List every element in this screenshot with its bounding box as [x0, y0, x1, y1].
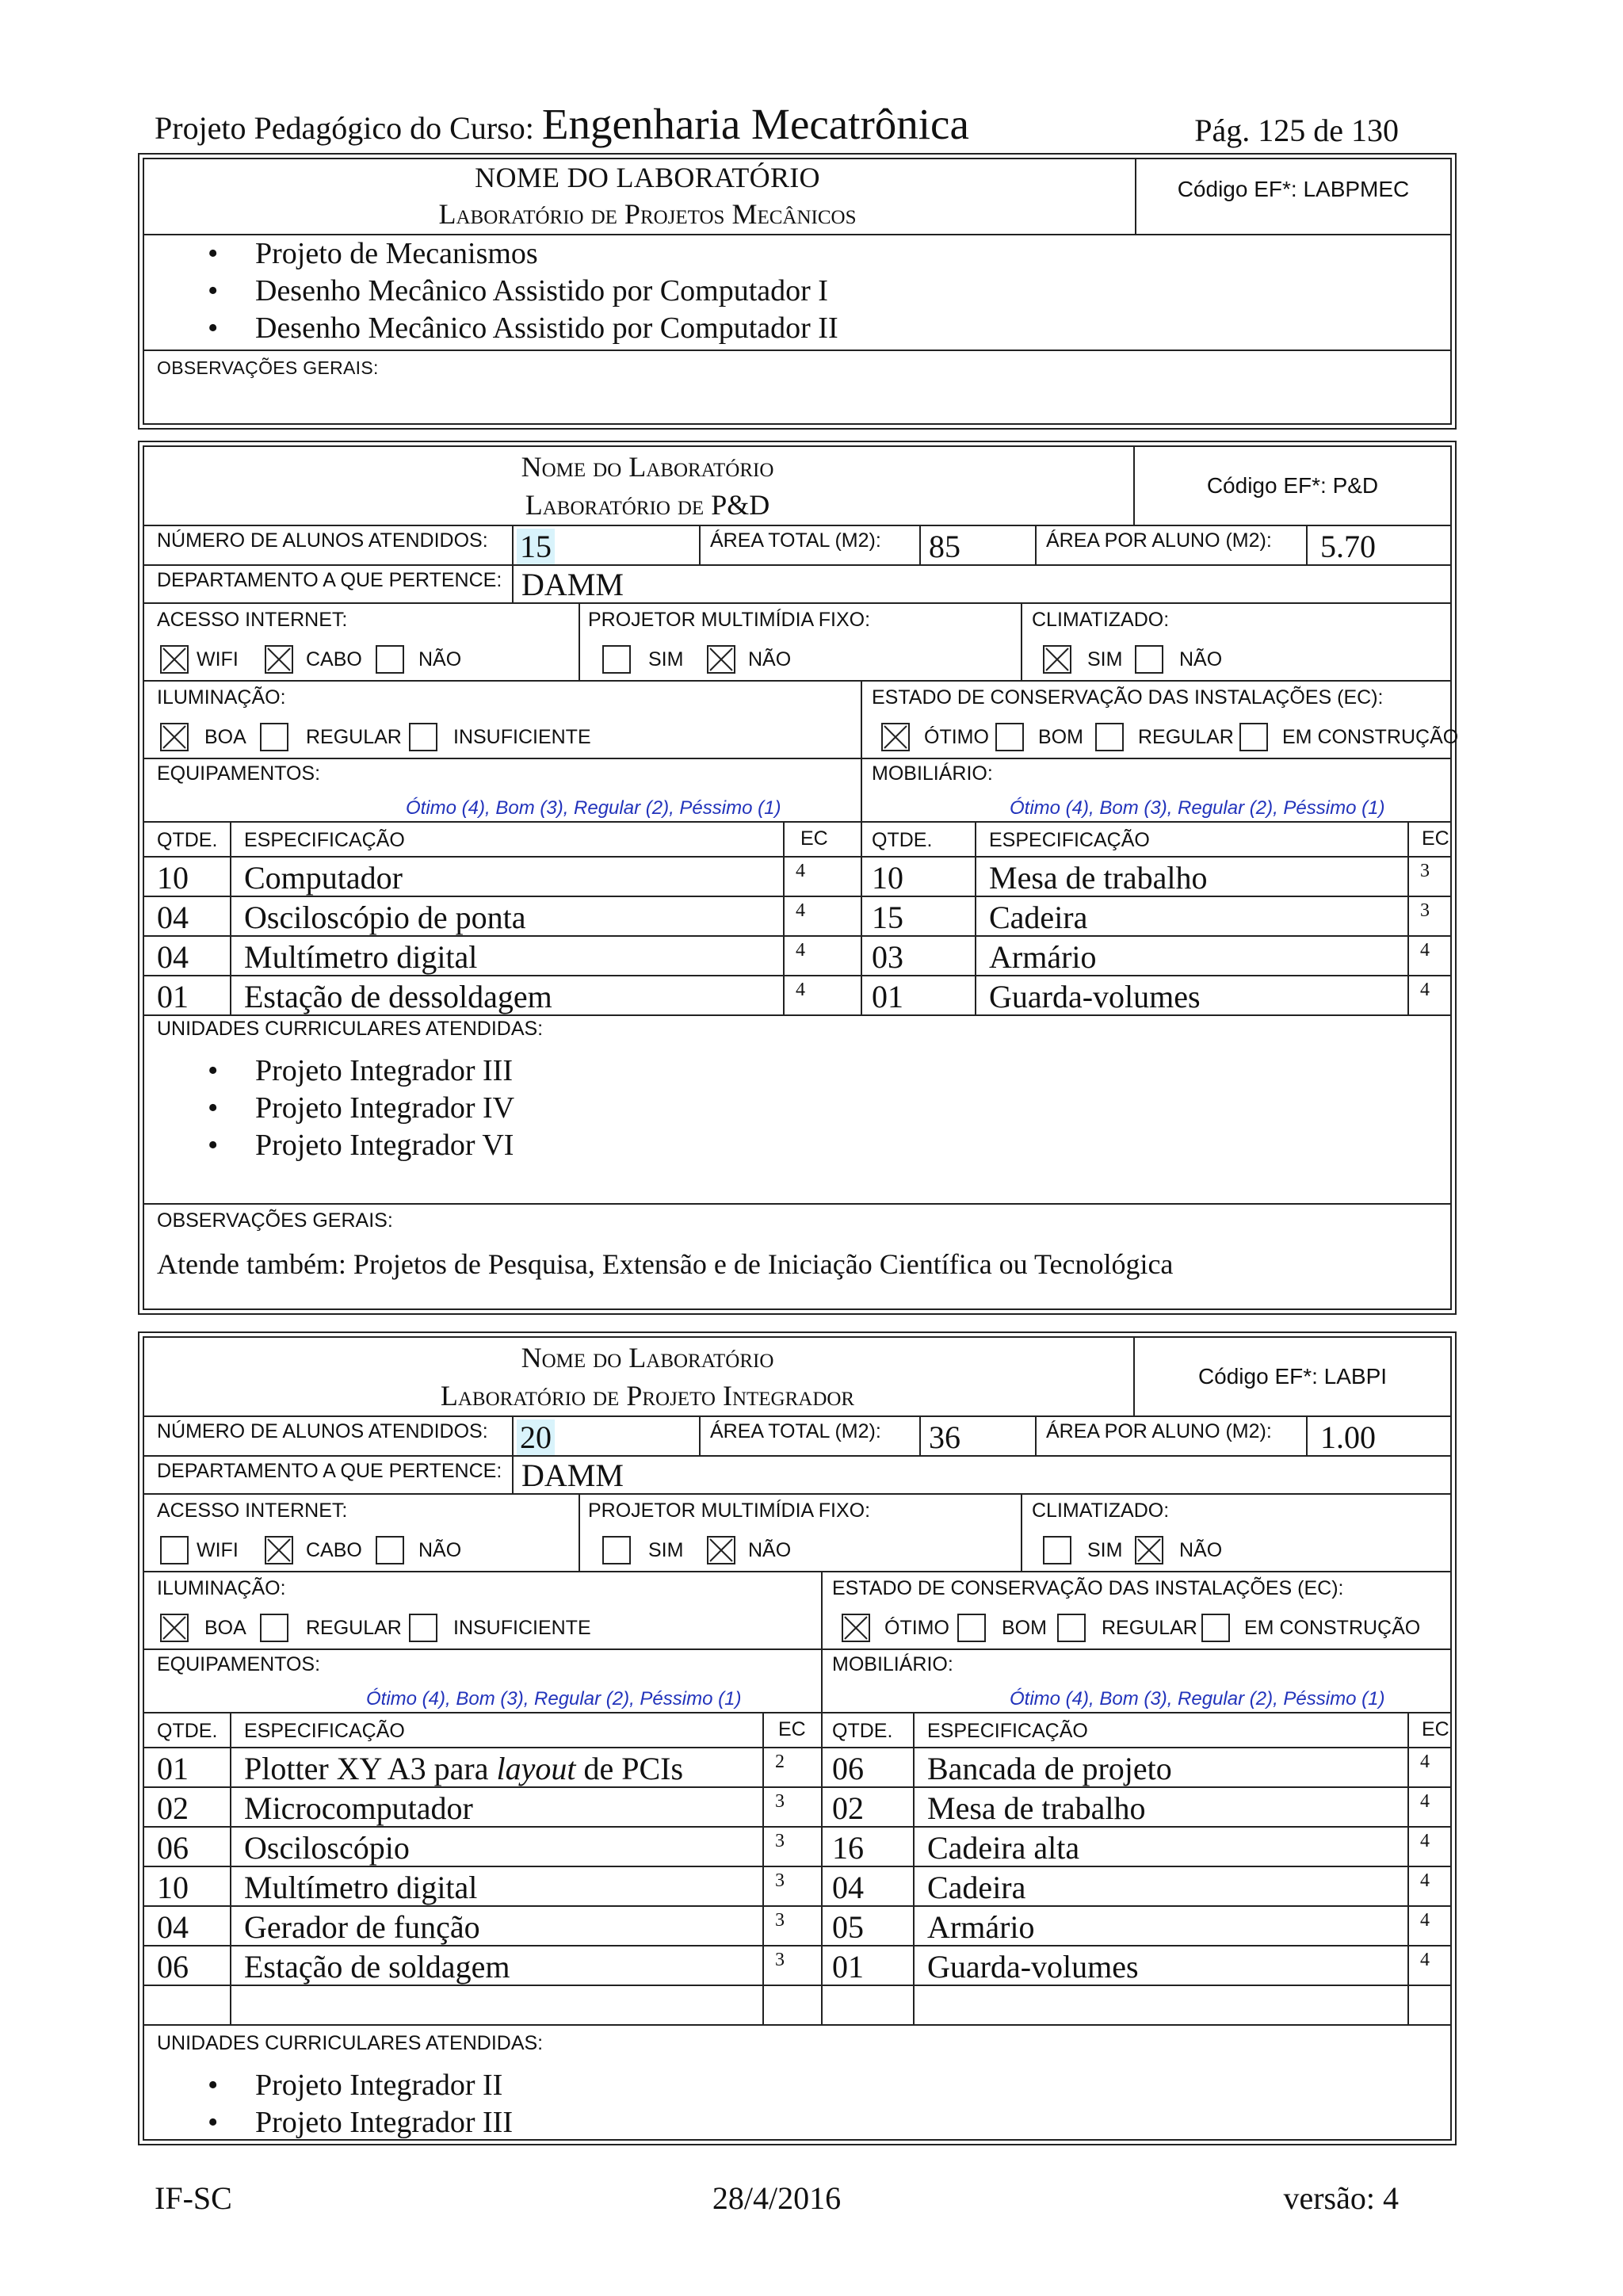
table-row	[144, 1788, 1450, 1828]
climate-sim-checkbox[interactable]	[1043, 645, 1071, 674]
climate-sim-label: SIM	[1087, 648, 1123, 670]
units-row	[144, 1016, 1450, 1205]
furn-spec: Guarda-volumes	[989, 979, 1201, 1014]
climate-nao-label: NÃO	[1179, 1539, 1223, 1561]
equip-ec: 4	[796, 940, 805, 961]
table-row	[144, 976, 1450, 1016]
furn-ec: 4	[1420, 940, 1430, 961]
state-bom-label: BOM	[1038, 726, 1083, 748]
climate-label: CLIMATIZADO:	[1032, 1499, 1170, 1522]
furn-spec: Armário	[927, 1909, 1035, 1945]
lab-pd	[138, 441, 1457, 1315]
equip-spec: Estação de soldagem	[244, 1949, 510, 1985]
climate-nao-checkbox[interactable]	[1135, 1536, 1163, 1564]
col-qty: QTDE.	[157, 829, 218, 851]
equip-spec: Microcomputador	[244, 1790, 473, 1826]
units-row	[144, 235, 1450, 351]
col-ec: EC	[800, 827, 828, 850]
area-per-value: 1.00	[1320, 1419, 1376, 1455]
nao-internet-label: NÃO	[418, 1539, 462, 1561]
lab-title-row	[144, 159, 1450, 235]
furn-qty: 03	[872, 939, 903, 975]
state-construcao-checkbox[interactable]	[1239, 723, 1268, 751]
col-ec-f: EC	[1422, 827, 1449, 850]
equip-spec: Osciloscópio de ponta	[244, 900, 526, 935]
projector-nao-label: NÃO	[748, 648, 792, 670]
equip-qty: 02	[157, 1790, 189, 1826]
furn-ec: 4	[1420, 1831, 1430, 1851]
col-spec: ESPECIFICAÇÃO	[244, 829, 405, 851]
equip-spec: Osciloscópio	[244, 1830, 410, 1866]
dept-label: DEPARTAMENTO A QUE PERTENCE:	[157, 569, 502, 591]
equip-ec: 3	[775, 1950, 785, 1970]
furn-ec: 4	[1420, 1870, 1430, 1891]
furn-ec: 4	[1420, 1910, 1430, 1931]
units-list	[144, 2067, 513, 2141]
equip-qty: 10	[157, 860, 189, 896]
equip-ec: 3	[775, 1870, 785, 1891]
lab-name: Laboratório de Projetos Mecânicos	[438, 198, 857, 230]
area-value: 85	[929, 529, 960, 564]
furn-legend: Ótimo (4), Bom (3), Regular (2), Péssimo (1)	[1010, 797, 1385, 819]
equip-spec: Estação de dessoldagem	[244, 979, 552, 1014]
furn-qty: 02	[832, 1790, 864, 1826]
state-bom-label: BOM	[1002, 1617, 1047, 1639]
nao-internet-checkbox[interactable]	[376, 645, 404, 674]
equip-ec: 4	[796, 980, 805, 1000]
list-item: • Desenho Mecânico Assistido por Computador I	[144, 273, 838, 310]
table-header	[144, 823, 1450, 858]
table-row-empty	[144, 1986, 1450, 2026]
equip-qty: 06	[157, 1949, 189, 1985]
lighting-row	[144, 682, 1459, 759]
internet-label: ACESSO INTERNET:	[157, 1499, 348, 1522]
furn-ec: 4	[1420, 1950, 1430, 1970]
equip-ec: 3	[775, 1791, 785, 1812]
lighting-row	[144, 1572, 1450, 1650]
furn-qty: 04	[832, 1870, 864, 1905]
equip-legend: Ótimo (4), Bom (3), Regular (2), Péssimo (1)	[366, 1688, 742, 1710]
state-regular-checkbox[interactable]	[1095, 723, 1124, 751]
equip-label: EQUIPAMENTOS:	[157, 1653, 321, 1675]
col-qty-f: QTDE.	[832, 1720, 893, 1742]
obs-text: Atende também: Projetos de Pesquisa, Extensão e de Iniciação Científica ou Tecnológica	[157, 1248, 1174, 1280]
table-row	[144, 1867, 1450, 1907]
projector-nao-checkbox[interactable]	[707, 645, 735, 674]
furn-qty: 01	[872, 979, 903, 1014]
equip-label: EQUIPAMENTOS:	[157, 762, 321, 785]
equipment-header	[144, 759, 1450, 823]
list-item: • Projeto Integrador III	[144, 2104, 513, 2141]
furn-ec: 3	[1420, 861, 1430, 881]
light-label: ILUMINAÇÃO:	[157, 686, 286, 709]
equip-spec: Plotter XY A3 para layout de PCIs	[244, 1751, 684, 1786]
state-regular-label: REGULAR	[1138, 726, 1234, 748]
dept-row	[144, 566, 1450, 604]
area-label: ÁREA TOTAL (M2):	[710, 529, 881, 552]
state-regular-checkbox[interactable]	[1057, 1614, 1086, 1642]
wifi-label: WIFI	[197, 1539, 239, 1561]
state-otimo-checkbox[interactable]	[881, 723, 910, 751]
table-row	[144, 858, 1450, 897]
state-label: ESTADO DE CONSERVAÇÃO DAS INSTALAÇÕES (EC):	[872, 686, 1384, 709]
light-boa-checkbox[interactable]	[160, 723, 189, 751]
cabo-checkbox[interactable]	[265, 645, 293, 674]
students-value: 20	[517, 1419, 555, 1455]
lab-code: Código EF*: LABPI	[1197, 1364, 1388, 1389]
projector-sim-label: SIM	[648, 1539, 684, 1561]
state-otimo-label: ÓTIMO	[924, 726, 989, 748]
state-bom-checkbox[interactable]	[995, 723, 1024, 751]
list-item: • Projeto Integrador IV	[144, 1090, 514, 1127]
furn-spec: Cadeira	[989, 900, 1088, 935]
nao-internet-label: NÃO	[418, 648, 462, 670]
lab-name: Laboratório de Projeto Integrador	[440, 1380, 855, 1412]
lab-name: Laboratório de P&D	[525, 489, 770, 521]
light-insuf-label: INSUFICIENTE	[453, 1617, 591, 1639]
area-value: 36	[929, 1419, 960, 1455]
projector-label: PROJETOR MULTIMÍDIA FIXO:	[588, 1499, 871, 1522]
light-label: ILUMINAÇÃO:	[157, 1577, 286, 1599]
students-row	[144, 1417, 1450, 1457]
students-row	[144, 526, 1450, 566]
equip-ec: 2	[775, 1752, 785, 1772]
equip-qty: 04	[157, 1909, 189, 1945]
light-insuf-checkbox[interactable]	[409, 1614, 437, 1642]
list-item: • Desenho Mecânico Assistido por Computador II	[144, 310, 838, 347]
course-name: Engenharia Mecatrônica	[541, 100, 969, 148]
col-spec: ESPECIFICAÇÃO	[244, 1720, 405, 1742]
col-ec: EC	[778, 1718, 806, 1740]
col-spec-f: ESPECIFICAÇÃO	[927, 1720, 1088, 1742]
climate-label: CLIMATIZADO:	[1032, 609, 1170, 631]
projector-label: PROJETOR MULTIMÍDIA FIXO:	[588, 609, 871, 631]
table-header	[144, 1713, 1450, 1748]
equipment-header	[144, 1650, 1450, 1713]
light-regular-checkbox[interactable]	[260, 723, 288, 751]
list-item: • Projeto Integrador III	[144, 1052, 514, 1090]
lab-name-label: NOME DO LABORATÓRIO	[475, 162, 820, 193]
light-boa-checkbox[interactable]	[160, 1614, 189, 1642]
furn-label: MOBILIÁRIO:	[872, 762, 993, 785]
units-list	[144, 1052, 514, 1164]
lab-code: Código EF*: P&D	[1206, 473, 1379, 498]
area-per-label: ÁREA POR ALUNO (M2):	[1046, 529, 1272, 552]
course-prefix: Projeto Pedagógico do Curso:	[155, 110, 542, 146]
facilities-row	[144, 1495, 1450, 1572]
dept-value: DAMM	[521, 567, 624, 602]
lab-projeto-integrador	[138, 1331, 1457, 2145]
climate-nao-label: NÃO	[1179, 648, 1223, 670]
light-regular-checkbox[interactable]	[260, 1614, 288, 1642]
cabo-checkbox[interactable]	[265, 1536, 293, 1564]
state-otimo-label: ÓTIMO	[884, 1617, 949, 1639]
equip-spec: Computador	[244, 860, 403, 896]
projector-nao-checkbox[interactable]	[707, 1536, 735, 1564]
furn-spec: Guarda-volumes	[927, 1949, 1139, 1985]
area-per-value: 5.70	[1320, 529, 1376, 564]
table-row	[144, 937, 1450, 976]
furn-ec: 3	[1420, 900, 1430, 921]
furn-ec: 4	[1420, 980, 1430, 1000]
lab-code: Código EF*: LABPMEC	[1177, 177, 1410, 201]
state-bom-checkbox[interactable]	[957, 1614, 986, 1642]
page-header	[155, 101, 1399, 149]
state-construcao-checkbox[interactable]	[1201, 1614, 1230, 1642]
equip-spec: Multímetro digital	[244, 939, 478, 975]
col-ec-f: EC	[1422, 1718, 1449, 1740]
footer-date: 28/4/2016	[712, 2180, 842, 2216]
col-spec-f: ESPECIFICAÇÃO	[989, 829, 1150, 851]
table-row	[144, 1748, 1450, 1788]
furn-qty: 16	[832, 1830, 864, 1866]
equip-spec: Gerador de função	[244, 1909, 480, 1945]
lab-projetos-mecanicos	[138, 153, 1457, 430]
footer-version: versão: 4	[1283, 2180, 1399, 2216]
furn-label: MOBILIÁRIO:	[832, 1653, 953, 1675]
wifi-checkbox[interactable]	[160, 645, 189, 674]
units-label: UNIDADES CURRICULARES ATENDIDAS:	[157, 2032, 544, 2054]
furn-ec: 4	[1420, 1752, 1430, 1772]
state-construcao-label: EM CONSTRUÇÃO	[1244, 1617, 1421, 1639]
state-label: ESTADO DE CONSERVAÇÃO DAS INSTALAÇÕES (EC):	[832, 1577, 1344, 1599]
furn-qty: 06	[832, 1751, 864, 1786]
light-regular-label: REGULAR	[306, 726, 402, 748]
page-number: Pág. 125 de 130	[1194, 113, 1399, 148]
equip-ec: 3	[775, 1831, 785, 1851]
state-otimo-checkbox[interactable]	[842, 1614, 870, 1642]
equip-legend: Ótimo (4), Bom (3), Regular (2), Péssimo (1)	[406, 797, 781, 819]
dept-row	[144, 1457, 1450, 1495]
equip-ec: 4	[796, 861, 805, 881]
furn-qty: 05	[832, 1909, 864, 1945]
light-regular-label: REGULAR	[306, 1617, 402, 1639]
equip-qty: 01	[157, 979, 189, 1014]
table-row	[144, 1946, 1450, 1986]
course-line	[155, 99, 969, 149]
projector-sim-label: SIM	[648, 648, 684, 670]
area-per-label: ÁREA POR ALUNO (M2):	[1046, 1420, 1272, 1442]
light-boa-label: BOA	[204, 1617, 246, 1639]
col-qty: QTDE.	[157, 1720, 218, 1742]
page-footer	[155, 2179, 1399, 2219]
equip-qty: 06	[157, 1830, 189, 1866]
list-item: • Projeto Integrador VI	[144, 1127, 514, 1164]
equip-ec: 4	[796, 900, 805, 921]
equip-ec: 3	[775, 1910, 785, 1931]
wifi-label: WIFI	[197, 648, 239, 670]
projector-nao-label: NÃO	[748, 1539, 792, 1561]
list-item: • Projeto Integrador II	[144, 2067, 513, 2104]
table-row	[144, 1828, 1450, 1867]
students-value: 15	[517, 529, 555, 564]
furn-spec: Cadeira alta	[927, 1830, 1080, 1866]
projector-sim-checkbox[interactable]	[602, 645, 631, 674]
light-insuf-checkbox[interactable]	[409, 723, 437, 751]
obs-label: OBSERVAÇÕES GERAIS:	[157, 1209, 393, 1232]
obs-label: OBSERVAÇÕES GERAIS:	[157, 357, 379, 378]
footer-institution: IF-SC	[155, 2180, 232, 2216]
state-construcao-label: EM CONSTRUÇÃO	[1282, 726, 1459, 748]
nao-internet-checkbox[interactable]	[376, 1536, 404, 1564]
furn-legend: Ótimo (4), Bom (3), Regular (2), Péssimo (1)	[1010, 1688, 1385, 1710]
furn-ec: 4	[1420, 1791, 1430, 1812]
list-item: • Projeto de Mecanismos	[144, 235, 838, 273]
internet-label: ACESSO INTERNET:	[157, 609, 348, 631]
equip-spec: Multímetro digital	[244, 1870, 478, 1905]
cabo-label: CABO	[306, 1539, 362, 1561]
equip-qty: 10	[157, 1870, 189, 1905]
students-label: NÚMERO DE ALUNOS ATENDIDOS:	[157, 1420, 488, 1442]
furn-qty: 01	[832, 1949, 864, 1985]
units-label: UNIDADES CURRICULARES ATENDIDAS:	[157, 1018, 544, 1040]
col-qty-f: QTDE.	[872, 829, 933, 851]
projector-sim-checkbox[interactable]	[602, 1536, 631, 1564]
furn-spec: Mesa de trabalho	[927, 1790, 1146, 1826]
furn-spec: Bancada de projeto	[927, 1751, 1172, 1786]
lab-name-label: Nome do Laboratório	[521, 451, 774, 483]
climate-sim-checkbox[interactable]	[1043, 1536, 1071, 1564]
dept-label: DEPARTAMENTO A QUE PERTENCE:	[157, 1460, 502, 1482]
area-label: ÁREA TOTAL (M2):	[710, 1420, 881, 1442]
furn-spec: Cadeira	[927, 1870, 1026, 1905]
light-insuf-label: INSUFICIENTE	[453, 726, 591, 748]
cabo-label: CABO	[306, 648, 362, 670]
table-row	[144, 897, 1450, 937]
students-label: NÚMERO DE ALUNOS ATENDIDOS:	[157, 529, 488, 552]
furn-qty: 10	[872, 860, 903, 896]
lab-name-label: Nome do Laboratório	[521, 1342, 774, 1373]
furn-spec: Mesa de trabalho	[989, 860, 1208, 896]
table-row	[144, 1907, 1450, 1946]
units-list	[144, 235, 838, 347]
climate-nao-checkbox[interactable]	[1135, 645, 1163, 674]
equip-qty: 01	[157, 1751, 189, 1786]
furn-qty: 15	[872, 900, 903, 935]
equip-qty: 04	[157, 939, 189, 975]
facilities-row	[144, 604, 1450, 682]
lab-title-row	[144, 1338, 1450, 1417]
light-boa-label: BOA	[204, 726, 246, 748]
equip-qty: 04	[157, 900, 189, 935]
wifi-checkbox[interactable]	[160, 1536, 189, 1564]
state-regular-label: REGULAR	[1102, 1617, 1197, 1639]
climate-sim-label: SIM	[1087, 1539, 1123, 1561]
furn-spec: Armário	[989, 939, 1097, 975]
lab-title-row	[144, 447, 1450, 526]
dept-value: DAMM	[521, 1457, 624, 1493]
